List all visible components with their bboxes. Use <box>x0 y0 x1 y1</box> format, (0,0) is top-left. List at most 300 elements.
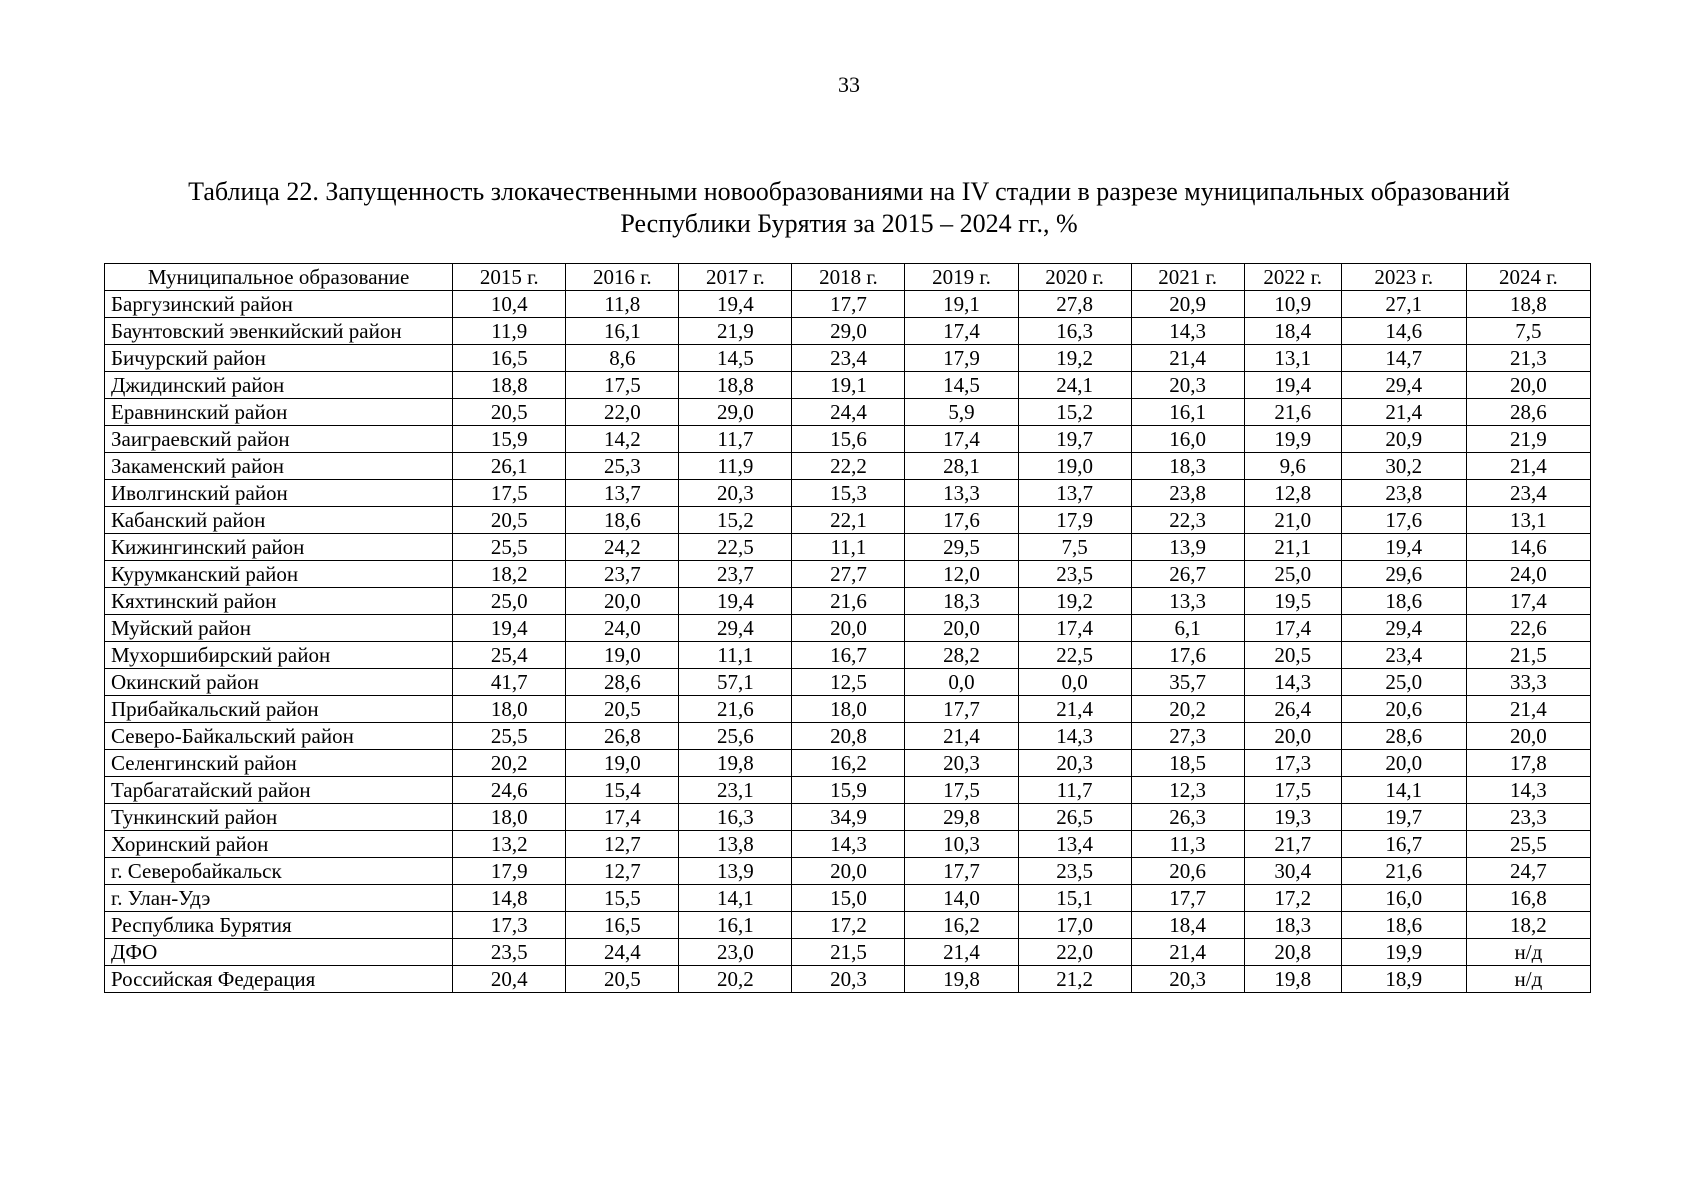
value-cell: 20,5 <box>453 399 566 426</box>
value-cell: 15,1 <box>1018 885 1131 912</box>
value-cell: 25,5 <box>453 723 566 750</box>
municipality-name-cell: Северо-Байкальский район <box>105 723 453 750</box>
value-cell: 18,6 <box>566 507 679 534</box>
value-cell: 18,3 <box>1131 453 1244 480</box>
value-cell: 24,4 <box>792 399 905 426</box>
value-cell: 11,8 <box>566 291 679 318</box>
column-header: 2020 г. <box>1018 264 1131 291</box>
value-cell: 21,6 <box>679 696 792 723</box>
value-cell: 21,4 <box>1131 345 1244 372</box>
municipality-name-cell: Российская Федерация <box>105 966 453 993</box>
table-row <box>105 642 1591 669</box>
column-header: 2023 г. <box>1341 264 1466 291</box>
municipality-name-cell: Тарбагатайский район <box>105 777 453 804</box>
value-cell: 21,0 <box>1244 507 1341 534</box>
value-cell: 15,2 <box>679 507 792 534</box>
value-cell: 21,4 <box>905 939 1018 966</box>
value-cell: 19,8 <box>679 750 792 777</box>
value-cell: 19,0 <box>566 642 679 669</box>
table-row <box>105 750 1591 777</box>
table-row <box>105 858 1591 885</box>
municipality-name-cell: Муйский район <box>105 615 453 642</box>
municipality-name-cell: ДФО <box>105 939 453 966</box>
value-cell: 20,9 <box>1131 291 1244 318</box>
data-table <box>104 263 1591 993</box>
table-row <box>105 372 1591 399</box>
value-cell: 18,8 <box>1466 291 1590 318</box>
column-header: 2016 г. <box>566 264 679 291</box>
value-cell: н/д <box>1466 939 1590 966</box>
value-cell: 28,6 <box>1466 399 1590 426</box>
value-cell: 21,2 <box>1018 966 1131 993</box>
value-cell: 14,6 <box>1466 534 1590 561</box>
table-row <box>105 885 1591 912</box>
value-cell: 20,5 <box>566 696 679 723</box>
table-row <box>105 939 1591 966</box>
value-cell: 29,4 <box>1341 615 1466 642</box>
value-cell: 27,3 <box>1131 723 1244 750</box>
value-cell: 23,1 <box>679 777 792 804</box>
value-cell: 23,3 <box>1466 804 1590 831</box>
value-cell: 20,2 <box>1131 696 1244 723</box>
value-cell: 17,5 <box>1244 777 1341 804</box>
value-cell: 17,8 <box>1466 750 1590 777</box>
value-cell: 0,0 <box>1018 669 1131 696</box>
table-row <box>105 831 1591 858</box>
value-cell: 19,4 <box>679 291 792 318</box>
value-cell: 7,5 <box>1466 318 1590 345</box>
municipality-name-cell: Кяхтинский район <box>105 588 453 615</box>
value-cell: 12,5 <box>792 669 905 696</box>
value-cell: 21,5 <box>1466 642 1590 669</box>
value-cell: 14,3 <box>1466 777 1590 804</box>
value-cell: 19,5 <box>1244 588 1341 615</box>
value-cell: 14,5 <box>905 372 1018 399</box>
value-cell: 9,6 <box>1244 453 1341 480</box>
value-cell: 21,4 <box>1131 939 1244 966</box>
value-cell: 20,3 <box>1131 966 1244 993</box>
municipality-name-cell: Курумканский район <box>105 561 453 588</box>
municipality-name-cell: Мухоршибирский район <box>105 642 453 669</box>
value-cell: 20,8 <box>1244 939 1341 966</box>
value-cell: 19,4 <box>1341 534 1466 561</box>
value-cell: 29,5 <box>905 534 1018 561</box>
value-cell: 15,5 <box>566 885 679 912</box>
value-cell: 10,3 <box>905 831 1018 858</box>
value-cell: 20,4 <box>453 966 566 993</box>
municipality-name-cell: Иволгинский район <box>105 480 453 507</box>
value-cell: 12,7 <box>566 858 679 885</box>
value-cell: 14,1 <box>679 885 792 912</box>
value-cell: 28,1 <box>905 453 1018 480</box>
value-cell: 24,7 <box>1466 858 1590 885</box>
value-cell: 22,2 <box>792 453 905 480</box>
value-cell: 17,7 <box>1131 885 1244 912</box>
value-cell: 24,2 <box>566 534 679 561</box>
value-cell: 16,8 <box>1466 885 1590 912</box>
value-cell: 17,6 <box>1341 507 1466 534</box>
value-cell: 19,3 <box>1244 804 1341 831</box>
value-cell: 20,3 <box>1018 750 1131 777</box>
column-header: 2017 г. <box>679 264 792 291</box>
value-cell: 13,4 <box>1018 831 1131 858</box>
column-header: Муниципальное образование <box>105 264 453 291</box>
table-row <box>105 345 1591 372</box>
value-cell: 12,0 <box>905 561 1018 588</box>
value-cell: н/д <box>1466 966 1590 993</box>
value-cell: 8,6 <box>566 345 679 372</box>
value-cell: 23,4 <box>1341 642 1466 669</box>
value-cell: 19,1 <box>792 372 905 399</box>
value-cell: 17,5 <box>905 777 1018 804</box>
value-cell: 13,1 <box>1244 345 1341 372</box>
value-cell: 13,7 <box>566 480 679 507</box>
value-cell: 22,5 <box>679 534 792 561</box>
value-cell: 20,0 <box>1466 372 1590 399</box>
value-cell: 27,8 <box>1018 291 1131 318</box>
table-header-row <box>105 264 1591 291</box>
table-title <box>100 176 1598 240</box>
table-row <box>105 615 1591 642</box>
value-cell: 23,4 <box>1466 480 1590 507</box>
value-cell: 18,8 <box>453 372 566 399</box>
value-cell: 17,4 <box>905 318 1018 345</box>
value-cell: 14,3 <box>792 831 905 858</box>
value-cell: 25,4 <box>453 642 566 669</box>
value-cell: 12,7 <box>566 831 679 858</box>
value-cell: 19,7 <box>1341 804 1466 831</box>
column-header: 2018 г. <box>792 264 905 291</box>
value-cell: 18,6 <box>1341 912 1466 939</box>
value-cell: 20,3 <box>1131 372 1244 399</box>
value-cell: 13,3 <box>905 480 1018 507</box>
value-cell: 23,4 <box>792 345 905 372</box>
table-title-line-1: Таблица 22. Запущенность злокачественными новообразованиями на IV стадии в разрезе муниципальных образований <box>188 177 1510 206</box>
column-header: 2022 г. <box>1244 264 1341 291</box>
table-row <box>105 453 1591 480</box>
value-cell: 10,9 <box>1244 291 1341 318</box>
value-cell: 25,0 <box>453 588 566 615</box>
value-cell: 16,1 <box>1131 399 1244 426</box>
value-cell: 11,1 <box>679 642 792 669</box>
value-cell: 17,2 <box>792 912 905 939</box>
table-row <box>105 534 1591 561</box>
value-cell: 21,5 <box>792 939 905 966</box>
value-cell: 17,7 <box>905 858 1018 885</box>
column-header: 2024 г. <box>1466 264 1590 291</box>
value-cell: 23,8 <box>1341 480 1466 507</box>
municipality-name-cell: Бичурский район <box>105 345 453 372</box>
value-cell: 41,7 <box>453 669 566 696</box>
value-cell: 15,9 <box>792 777 905 804</box>
municipality-name-cell: Республика Бурятия <box>105 912 453 939</box>
table-row <box>105 777 1591 804</box>
value-cell: 17,6 <box>1131 642 1244 669</box>
table-row <box>105 426 1591 453</box>
table-row <box>105 723 1591 750</box>
value-cell: 18,4 <box>1131 912 1244 939</box>
table-row <box>105 507 1591 534</box>
value-cell: 20,5 <box>566 966 679 993</box>
value-cell: 15,2 <box>1018 399 1131 426</box>
value-cell: 19,8 <box>905 966 1018 993</box>
municipality-name-cell: Хоринский район <box>105 831 453 858</box>
value-cell: 21,6 <box>1341 858 1466 885</box>
value-cell: 18,3 <box>1244 912 1341 939</box>
value-cell: 20,0 <box>566 588 679 615</box>
municipality-name-cell: Баунтовский эвенкийский район <box>105 318 453 345</box>
value-cell: 22,1 <box>792 507 905 534</box>
value-cell: 15,0 <box>792 885 905 912</box>
value-cell: 16,1 <box>566 318 679 345</box>
value-cell: 17,3 <box>453 912 566 939</box>
municipality-name-cell: Кабанский район <box>105 507 453 534</box>
value-cell: 12,8 <box>1244 480 1341 507</box>
value-cell: 16,1 <box>679 912 792 939</box>
value-cell: 29,6 <box>1341 561 1466 588</box>
value-cell: 24,0 <box>1466 561 1590 588</box>
value-cell: 24,1 <box>1018 372 1131 399</box>
value-cell: 17,7 <box>905 696 1018 723</box>
value-cell: 17,6 <box>905 507 1018 534</box>
value-cell: 29,4 <box>679 615 792 642</box>
value-cell: 14,1 <box>1341 777 1466 804</box>
value-cell: 20,6 <box>1131 858 1244 885</box>
value-cell: 15,9 <box>453 426 566 453</box>
value-cell: 27,7 <box>792 561 905 588</box>
municipality-name-cell: Кижингинский район <box>105 534 453 561</box>
value-cell: 20,9 <box>1341 426 1466 453</box>
value-cell: 25,0 <box>1244 561 1341 588</box>
column-header: 2019 г. <box>905 264 1018 291</box>
value-cell: 23,7 <box>566 561 679 588</box>
value-cell: 13,9 <box>1131 534 1244 561</box>
value-cell: 19,0 <box>1018 453 1131 480</box>
value-cell: 21,7 <box>1244 831 1341 858</box>
value-cell: 22,0 <box>1018 939 1131 966</box>
table-row <box>105 804 1591 831</box>
value-cell: 19,9 <box>1244 426 1341 453</box>
value-cell: 17,5 <box>566 372 679 399</box>
value-cell: 18,2 <box>1466 912 1590 939</box>
table-row <box>105 696 1591 723</box>
value-cell: 16,2 <box>905 912 1018 939</box>
column-header: 2015 г. <box>453 264 566 291</box>
value-cell: 14,3 <box>1244 669 1341 696</box>
value-cell: 16,5 <box>566 912 679 939</box>
value-cell: 17,0 <box>1018 912 1131 939</box>
table-row <box>105 588 1591 615</box>
value-cell: 21,4 <box>1466 696 1590 723</box>
value-cell: 25,3 <box>566 453 679 480</box>
value-cell: 13,7 <box>1018 480 1131 507</box>
municipality-name-cell: Селенгинский район <box>105 750 453 777</box>
value-cell: 19,8 <box>1244 966 1341 993</box>
value-cell: 23,5 <box>1018 561 1131 588</box>
value-cell: 6,1 <box>1131 615 1244 642</box>
value-cell: 33,3 <box>1466 669 1590 696</box>
value-cell: 17,2 <box>1244 885 1341 912</box>
value-cell: 14,3 <box>1018 723 1131 750</box>
value-cell: 17,4 <box>905 426 1018 453</box>
value-cell: 16,0 <box>1341 885 1466 912</box>
table-row <box>105 561 1591 588</box>
value-cell: 14,7 <box>1341 345 1466 372</box>
value-cell: 20,5 <box>453 507 566 534</box>
value-cell: 11,7 <box>679 426 792 453</box>
value-cell: 22,0 <box>566 399 679 426</box>
value-cell: 7,5 <box>1018 534 1131 561</box>
value-cell: 20,5 <box>1244 642 1341 669</box>
value-cell: 19,4 <box>1244 372 1341 399</box>
value-cell: 11,9 <box>679 453 792 480</box>
value-cell: 26,8 <box>566 723 679 750</box>
value-cell: 20,0 <box>792 858 905 885</box>
value-cell: 20,3 <box>792 966 905 993</box>
value-cell: 26,3 <box>1131 804 1244 831</box>
value-cell: 10,4 <box>453 291 566 318</box>
value-cell: 28,6 <box>566 669 679 696</box>
value-cell: 29,4 <box>1341 372 1466 399</box>
value-cell: 20,6 <box>1341 696 1466 723</box>
value-cell: 21,4 <box>1341 399 1466 426</box>
value-cell: 17,7 <box>792 291 905 318</box>
value-cell: 14,5 <box>679 345 792 372</box>
value-cell: 30,2 <box>1341 453 1466 480</box>
value-cell: 20,0 <box>1341 750 1466 777</box>
municipality-name-cell: Прибайкальский район <box>105 696 453 723</box>
value-cell: 25,6 <box>679 723 792 750</box>
value-cell: 17,9 <box>1018 507 1131 534</box>
table-row <box>105 399 1591 426</box>
value-cell: 19,4 <box>453 615 566 642</box>
value-cell: 24,0 <box>566 615 679 642</box>
value-cell: 19,2 <box>1018 345 1131 372</box>
value-cell: 21,3 <box>1466 345 1590 372</box>
table-title-line-2: Республики Бурятия за 2015 – 2024 гг., % <box>620 209 1078 238</box>
value-cell: 14,3 <box>1131 318 1244 345</box>
value-cell: 26,4 <box>1244 696 1341 723</box>
column-header: 2021 г. <box>1131 264 1244 291</box>
value-cell: 15,4 <box>566 777 679 804</box>
value-cell: 16,7 <box>792 642 905 669</box>
value-cell: 17,4 <box>1244 615 1341 642</box>
value-cell: 5,9 <box>905 399 1018 426</box>
value-cell: 26,5 <box>1018 804 1131 831</box>
value-cell: 23,5 <box>453 939 566 966</box>
value-cell: 17,9 <box>453 858 566 885</box>
value-cell: 22,5 <box>1018 642 1131 669</box>
value-cell: 29,8 <box>905 804 1018 831</box>
value-cell: 21,4 <box>1018 696 1131 723</box>
value-cell: 35,7 <box>1131 669 1244 696</box>
value-cell: 18,3 <box>905 588 1018 615</box>
value-cell: 21,6 <box>792 588 905 615</box>
value-cell: 25,5 <box>1466 831 1590 858</box>
value-cell: 18,0 <box>792 696 905 723</box>
value-cell: 30,4 <box>1244 858 1341 885</box>
value-cell: 18,8 <box>679 372 792 399</box>
value-cell: 23,8 <box>1131 480 1244 507</box>
value-cell: 20,0 <box>1244 723 1341 750</box>
value-cell: 29,0 <box>792 318 905 345</box>
municipality-name-cell: г. Северобайкальск <box>105 858 453 885</box>
municipality-name-cell: Закаменский район <box>105 453 453 480</box>
value-cell: 16,2 <box>792 750 905 777</box>
value-cell: 23,5 <box>1018 858 1131 885</box>
value-cell: 18,6 <box>1341 588 1466 615</box>
value-cell: 22,6 <box>1466 615 1590 642</box>
value-cell: 19,1 <box>905 291 1018 318</box>
municipality-name-cell: Баргузинский район <box>105 291 453 318</box>
municipality-name-cell: Окинский район <box>105 669 453 696</box>
value-cell: 19,0 <box>566 750 679 777</box>
value-cell: 17,4 <box>1466 588 1590 615</box>
value-cell: 18,2 <box>453 561 566 588</box>
value-cell: 16,0 <box>1131 426 1244 453</box>
value-cell: 34,9 <box>792 804 905 831</box>
value-cell: 11,3 <box>1131 831 1244 858</box>
value-cell: 11,1 <box>792 534 905 561</box>
value-cell: 14,2 <box>566 426 679 453</box>
value-cell: 17,5 <box>453 480 566 507</box>
table-row <box>105 291 1591 318</box>
value-cell: 11,7 <box>1018 777 1131 804</box>
municipality-name-cell: Джидинский район <box>105 372 453 399</box>
value-cell: 28,6 <box>1341 723 1466 750</box>
value-cell: 20,0 <box>1466 723 1590 750</box>
value-cell: 19,2 <box>1018 588 1131 615</box>
value-cell: 21,9 <box>1466 426 1590 453</box>
value-cell: 17,3 <box>1244 750 1341 777</box>
value-cell: 17,4 <box>566 804 679 831</box>
municipality-name-cell: Заиграевский район <box>105 426 453 453</box>
value-cell: 21,4 <box>1466 453 1590 480</box>
municipality-name-cell: г. Улан-Удэ <box>105 885 453 912</box>
value-cell: 0,0 <box>905 669 1018 696</box>
value-cell: 21,6 <box>1244 399 1341 426</box>
value-cell: 26,1 <box>453 453 566 480</box>
table-body <box>105 291 1591 993</box>
value-cell: 16,7 <box>1341 831 1466 858</box>
value-cell: 15,6 <box>792 426 905 453</box>
page-number: 33 <box>838 72 860 97</box>
value-cell: 14,8 <box>453 885 566 912</box>
value-cell: 57,1 <box>679 669 792 696</box>
table-row <box>105 912 1591 939</box>
table-row <box>105 318 1591 345</box>
value-cell: 19,7 <box>1018 426 1131 453</box>
value-cell: 20,2 <box>679 966 792 993</box>
table-row <box>105 966 1591 993</box>
value-cell: 11,9 <box>453 318 566 345</box>
value-cell: 16,3 <box>1018 318 1131 345</box>
value-cell: 18,9 <box>1341 966 1466 993</box>
value-cell: 20,8 <box>792 723 905 750</box>
table-row <box>105 669 1591 696</box>
value-cell: 29,0 <box>679 399 792 426</box>
value-cell: 19,4 <box>679 588 792 615</box>
value-cell: 18,5 <box>1131 750 1244 777</box>
value-cell: 20,3 <box>905 750 1018 777</box>
table-row <box>105 480 1591 507</box>
value-cell: 25,5 <box>453 534 566 561</box>
value-cell: 13,8 <box>679 831 792 858</box>
value-cell: 17,9 <box>905 345 1018 372</box>
value-cell: 22,3 <box>1131 507 1244 534</box>
value-cell: 21,1 <box>1244 534 1341 561</box>
value-cell: 18,0 <box>453 804 566 831</box>
